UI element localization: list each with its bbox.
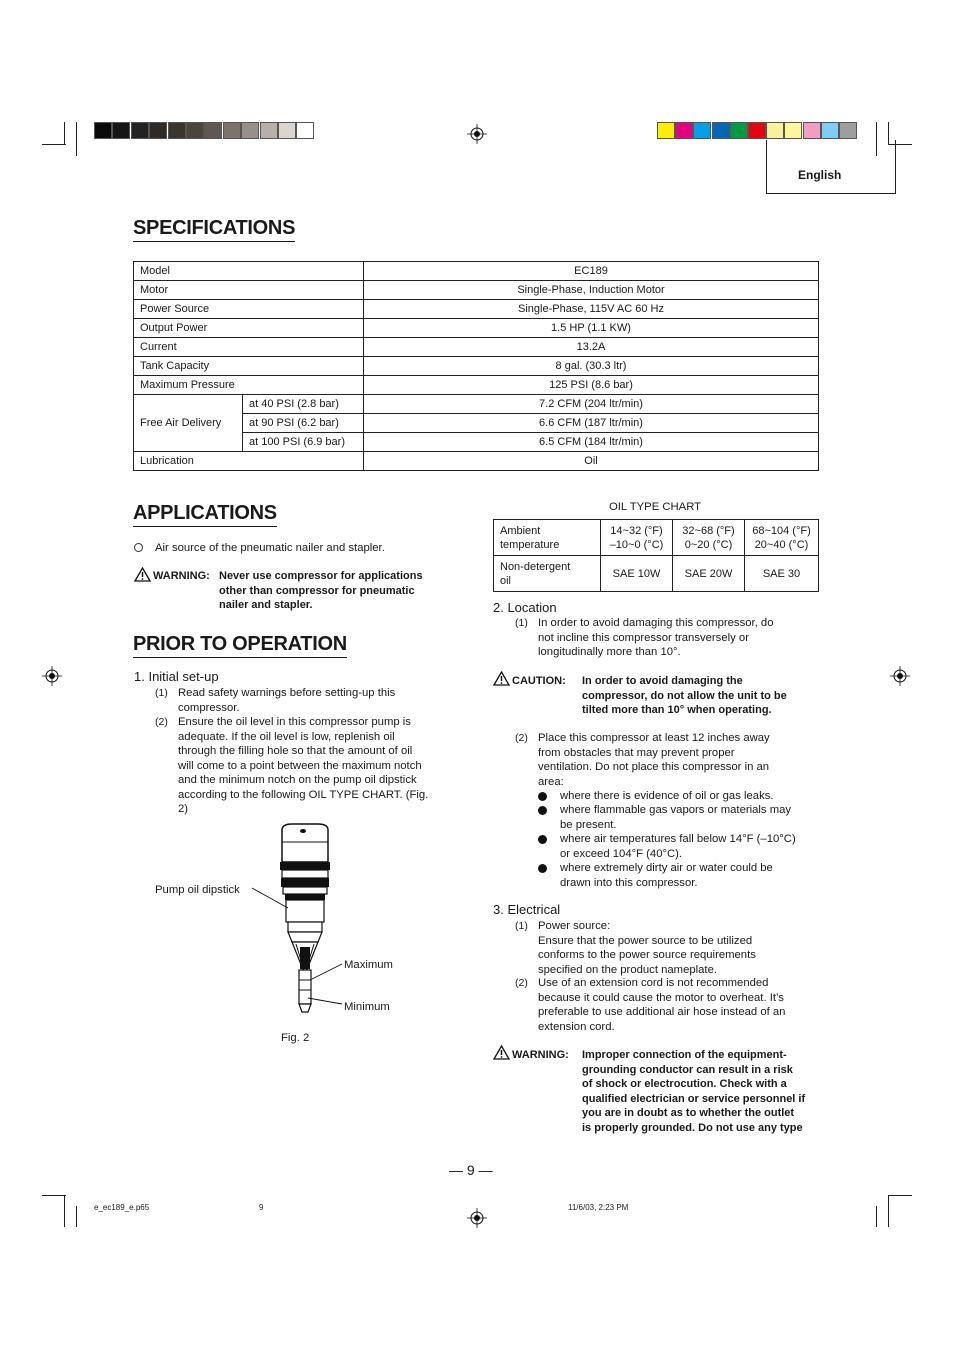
location-bullet-4: where extremely dirty air or water could be drawn into this compressor. [560, 862, 773, 889]
specifications-heading: SPECIFICATIONS [133, 216, 295, 242]
location-step-2: Place this compressor at least 12 inches away from obstacles that may prevent proper ventilation. Do not place this compressor in an area: [538, 732, 770, 788]
bullet-icon [538, 806, 547, 815]
spec-value: 7.2 CFM (204 ltr/min) [364, 395, 819, 414]
oil-chart-range-3: 68~104 (°F) 20~40 (°C) [745, 520, 819, 556]
spec-row [134, 338, 819, 357]
color-swatch [730, 122, 748, 139]
spec-label: Lubrication [134, 452, 364, 471]
warning-triangle-icon [493, 1045, 510, 1060]
location-heading: 2. Location [493, 600, 557, 615]
spec-label: Current [134, 338, 364, 357]
spec-value: EC189 [364, 262, 819, 281]
spec-row [134, 357, 819, 376]
spec-sublabel: at 40 PSI (2.8 bar) [243, 395, 364, 414]
gray-swatch [131, 122, 149, 139]
specifications-table [133, 261, 819, 471]
applications-text: Air source of the pneumatic nailer and stapler. [155, 542, 385, 554]
gray-swatch [241, 122, 259, 139]
figure-leader-lines [248, 880, 348, 1010]
gray-swatch [186, 122, 204, 139]
step-number: (2) [155, 716, 168, 728]
oil-chart-row-label: Non-detergent oil [494, 556, 601, 592]
step-number: (1) [515, 920, 528, 932]
spec-row [134, 376, 819, 395]
oil-chart-header-label: Ambient temperature [494, 520, 601, 556]
spec-value: Single-Phase, 115V AC 60 Hz [364, 300, 819, 319]
warning-triangle-icon [134, 567, 151, 582]
spec-row [134, 281, 819, 300]
figure-label-maximum: Maximum [344, 959, 393, 971]
initial-setup-step-1: Read safety warnings before setting-up this compressor. [178, 687, 396, 714]
location-bullet-1: where there is evidence of oil or gas leaks. [560, 790, 774, 802]
spec-row [134, 262, 819, 281]
caution-text: In order to avoid damaging the compressor, do not allow the unit to be tilted more than 10° when operating. [582, 675, 787, 716]
spec-label: Maximum Pressure [134, 376, 364, 395]
step-number: (1) [155, 687, 168, 699]
spec-label: Model [134, 262, 364, 281]
spec-sublabel: at 90 PSI (6.2 bar) [243, 414, 364, 433]
color-swatch [748, 122, 766, 139]
gray-swatch [149, 122, 167, 139]
spec-value: 6.5 CFM (184 ltr/min) [364, 433, 819, 452]
color-swatch [693, 122, 711, 139]
registration-mark-left-icon [42, 666, 62, 686]
spec-row [134, 300, 819, 319]
spec-label: Power Source [134, 300, 364, 319]
gray-swatch [296, 122, 314, 139]
footer-file-name: e_ec189_e.p65 [94, 1203, 150, 1212]
figure-caption: Fig. 2 [281, 1032, 310, 1044]
oil-chart-oil-2: SAE 20W [673, 556, 745, 592]
open-bullet-icon [134, 543, 143, 552]
gray-swatch [223, 122, 241, 139]
gray-swatch [278, 122, 296, 139]
spec-sublabel: at 100 PSI (6.9 bar) [243, 433, 364, 452]
location-bullet-2: where flammable gas vapors or materials may be present. [560, 804, 792, 831]
bullet-icon [538, 835, 547, 844]
gray-swatch [168, 122, 186, 139]
spec-value: 1.5 HP (1.1 KW) [364, 319, 819, 338]
electrical-step-2: Use of an extension cord is not recommended because it could cause the motor to overheat. It’s preferable to use additional air hose instead of an extension cord. [538, 977, 786, 1033]
step-number: (1) [515, 617, 528, 629]
caution-label: CAUTION: [512, 675, 566, 687]
color-swatch [803, 122, 821, 139]
language-tab [766, 140, 896, 194]
page-number: — 9 — [449, 1162, 493, 1178]
spec-value: Oil [364, 452, 819, 471]
electrical-step-1: Power source: Ensure that the power source to be utilized conforms to the power source requirements specified on the product nameplate. [538, 920, 756, 976]
location-bullet-3: where air temperatures fall below 14°F (–10°C) or exceed 104°F (40°C). [560, 833, 796, 860]
registration-mark-top-icon [467, 124, 487, 144]
footer-file-page: 9 [259, 1203, 264, 1212]
bullet-icon [538, 864, 547, 873]
language-label: English [798, 168, 842, 182]
color-swatch [657, 122, 675, 139]
spec-value: 13.2A [364, 338, 819, 357]
spec-row [134, 319, 819, 338]
oil-chart-oil-1: SAE 10W [601, 556, 673, 592]
color-swatch [675, 122, 693, 139]
spec-row [134, 395, 819, 414]
footer-timestamp: 11/6/03, 2:23 PM [568, 1203, 629, 1212]
spec-label: Motor [134, 281, 364, 300]
applications-warning-label: WARNING: [153, 570, 210, 582]
location-step-1: In order to avoid damaging this compressor, do not incline this compressor transversely or longitudinally more than 10°. [538, 617, 774, 658]
oil-chart-range-2: 32~68 (°F) 0~20 (°C) [673, 520, 745, 556]
applications-warning-text: Never use compressor for applications other than compressor for pneumatic nailer and stapler. [219, 570, 423, 611]
color-swatch [766, 122, 784, 139]
spec-label: Output Power [134, 319, 364, 338]
spec-value: 6.6 CFM (187 ltr/min) [364, 414, 819, 433]
gray-swatch [260, 122, 278, 139]
registration-mark-right-icon [890, 666, 910, 686]
applications-heading: APPLICATIONS [133, 501, 277, 527]
electrical-warning-text: Improper connection of the equipment- grounding conductor can result in a risk of shock or electrocution. Check with a qualified electrician or service personnel if you are in doubt as to whether the outlet is properly grounded. Do not use any type [582, 1049, 806, 1134]
step-number: (2) [515, 732, 528, 744]
bullet-icon [538, 792, 547, 801]
gray-swatch [94, 122, 112, 139]
oil-type-chart-title: OIL TYPE CHART [609, 501, 702, 513]
spec-value: 125 PSI (8.6 bar) [364, 376, 819, 395]
gray-swatch [204, 122, 222, 139]
figure-label-minimum: Minimum [344, 1001, 390, 1013]
figure-label-dipstick: Pump oil dipstick [155, 884, 240, 896]
electrical-warning-label: WARNING: [512, 1049, 569, 1061]
initial-setup-heading: 1. Initial set-up [134, 669, 219, 684]
color-swatch [784, 122, 802, 139]
oil-type-chart-table [493, 519, 819, 592]
spec-label: Free Air Delivery [134, 395, 243, 452]
spec-row [134, 452, 819, 471]
color-swatch [821, 122, 839, 139]
caution-triangle-icon [493, 671, 510, 686]
color-swatch [712, 122, 730, 139]
gray-swatch [112, 122, 130, 139]
spec-label: Tank Capacity [134, 357, 364, 376]
color-swatch [839, 122, 857, 139]
oil-chart-range-1: 14~32 (°F) –10~0 (°C) [601, 520, 673, 556]
spec-value: 8 gal. (30.3 ltr) [364, 357, 819, 376]
spec-value: Single-Phase, Induction Motor [364, 281, 819, 300]
oil-chart-oil-3: SAE 30 [745, 556, 819, 592]
initial-setup-step-2: Ensure the oil level in this compressor pump is adequate. If the oil level is low, replenish oil through the filling hole so that the amount of oil will come to a point between the maximum notch and the minimum notch on the pump oil dipstick according to the following OIL TYPE CHART. (Fig. 2) [178, 716, 429, 815]
electrical-heading: 3. Electrical [493, 902, 561, 917]
prior-to-operation-heading: PRIOR TO OPERATION [133, 632, 347, 658]
registration-mark-bottom-icon [467, 1208, 487, 1228]
step-number: (2) [515, 977, 528, 989]
